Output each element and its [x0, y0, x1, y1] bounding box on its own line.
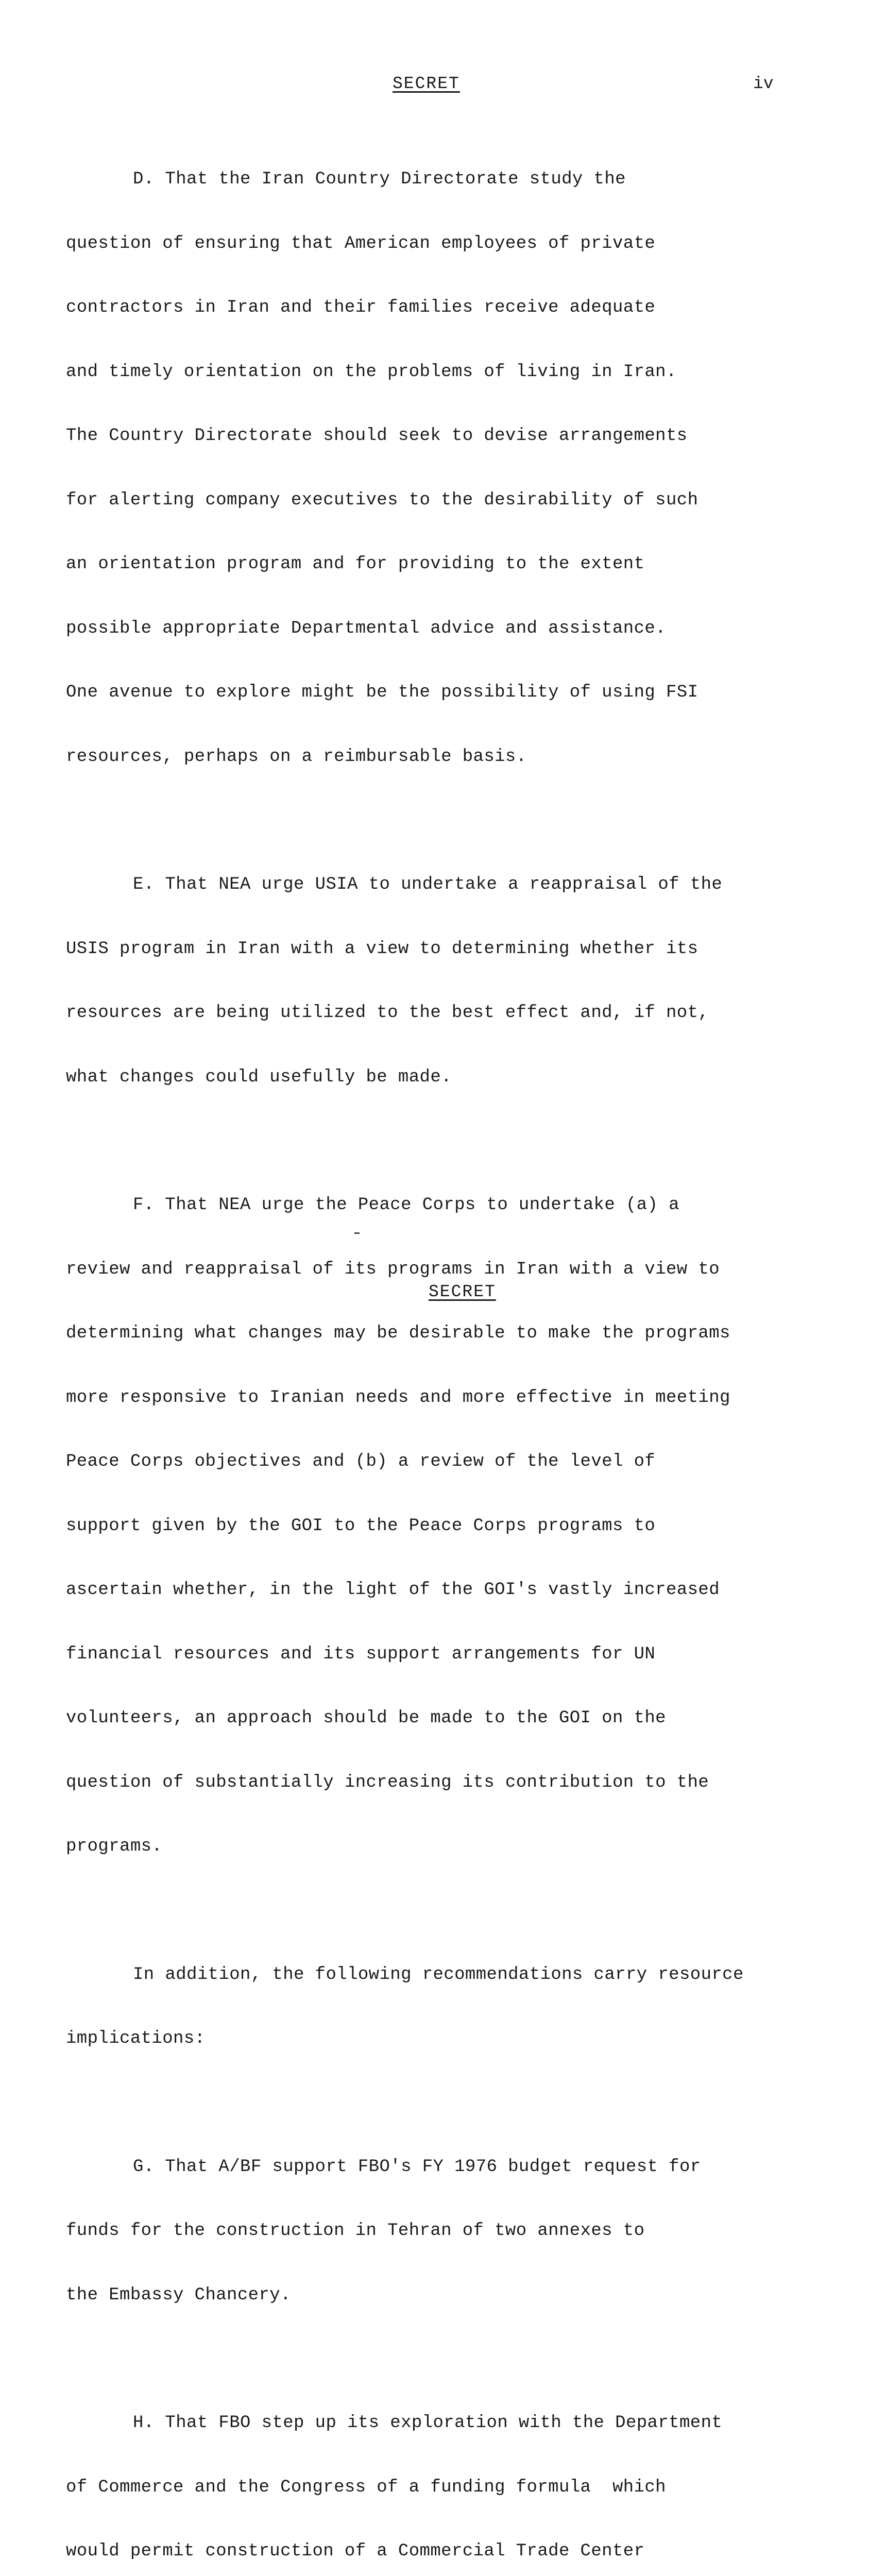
- paragraph-e: [66, 832, 859, 1131]
- text-line: contractors in Iran and their families receive adequate: [66, 298, 656, 317]
- header-classification-marking: SECRET: [393, 74, 460, 93]
- text-line: more responsive to Iranian needs and more effective in meeting: [66, 1387, 730, 1408]
- text-line: H. That FBO step up its exploration with the Department: [133, 2413, 723, 2433]
- document-body: [66, 126, 859, 2576]
- footer-dash-mark: [354, 1232, 360, 1234]
- text-line: In addition, the following recommendations carry resource: [133, 1964, 744, 1985]
- text-line: funds for the construction in Tehran of two annexes to: [66, 2221, 645, 2241]
- text-line: for alerting company executives to the desirability of such: [66, 490, 698, 510]
- text-line: volunteers, an approach should be made to the GOI on the: [66, 1708, 666, 1728]
- text-line: G. That A/BF support FBO's FY 1976 budget request for: [133, 2157, 701, 2177]
- text-line: resources are being utilized to the best effect and, if not,: [66, 1003, 709, 1023]
- paragraph-h: [66, 2370, 859, 2576]
- paragraph-intro: [66, 1922, 859, 2093]
- text-line: of Commerce and the Congress of a funding formula which: [66, 2477, 666, 2497]
- text-line: USIS program in Iran with a view to determining whether its: [66, 939, 698, 959]
- text-line: Peace Corps objectives and (b) a review of the level of: [66, 1452, 656, 1471]
- text-line: possible appropriate Departmental advice and assistance.: [66, 618, 666, 638]
- text-line: implications:: [66, 2029, 206, 2048]
- paragraph-f: [66, 1152, 859, 1901]
- paragraph-g: [66, 2114, 859, 2349]
- text-line: E. That NEA urge USIA to undertake a reappraisal of the: [133, 875, 723, 894]
- text-line: review and reappraisal of its programs in Iran with a view to: [66, 1259, 720, 1279]
- text-line: One avenue to explore might be the possibility of using FSI: [66, 683, 698, 702]
- text-line: the Embassy Chancery.: [66, 2285, 291, 2305]
- footer-classification-marking: SECRET: [429, 1282, 496, 1301]
- text-line: ascertain whether, in the light of the GOI's vastly increased: [66, 1580, 720, 1600]
- text-line: F. That NEA urge the Peace Corps to undertake (a) a: [133, 1195, 679, 1215]
- text-line: financial resources and its support arrangements for UN: [66, 1644, 656, 1664]
- paragraph-d: [66, 126, 859, 810]
- text-line: programs.: [66, 1837, 163, 1856]
- text-line: question of ensuring that American employees of private: [66, 233, 656, 253]
- text-line: determining what changes may be desirable to make the programs: [66, 1324, 730, 1343]
- text-line: question of substantially increasing its contribution to the: [66, 1772, 709, 1792]
- text-line: D. That the Iran Country Directorate study the: [133, 170, 626, 189]
- text-line: what changes could usefully be made.: [66, 1067, 452, 1087]
- text-line: The Country Directorate should seek to devise arrangements: [66, 426, 688, 446]
- text-line: would permit construction of a Commercial Trade Center: [66, 2541, 645, 2561]
- text-line: resources, perhaps on a reimbursable basis.: [66, 747, 527, 767]
- text-line: an orientation program and for providing to the extent: [66, 554, 645, 574]
- text-line: support given by the GOI to the Peace Corps programs to: [66, 1516, 656, 1536]
- text-line: and timely orientation on the problems of living in Iran.: [66, 362, 677, 382]
- page-number: iv: [753, 74, 774, 93]
